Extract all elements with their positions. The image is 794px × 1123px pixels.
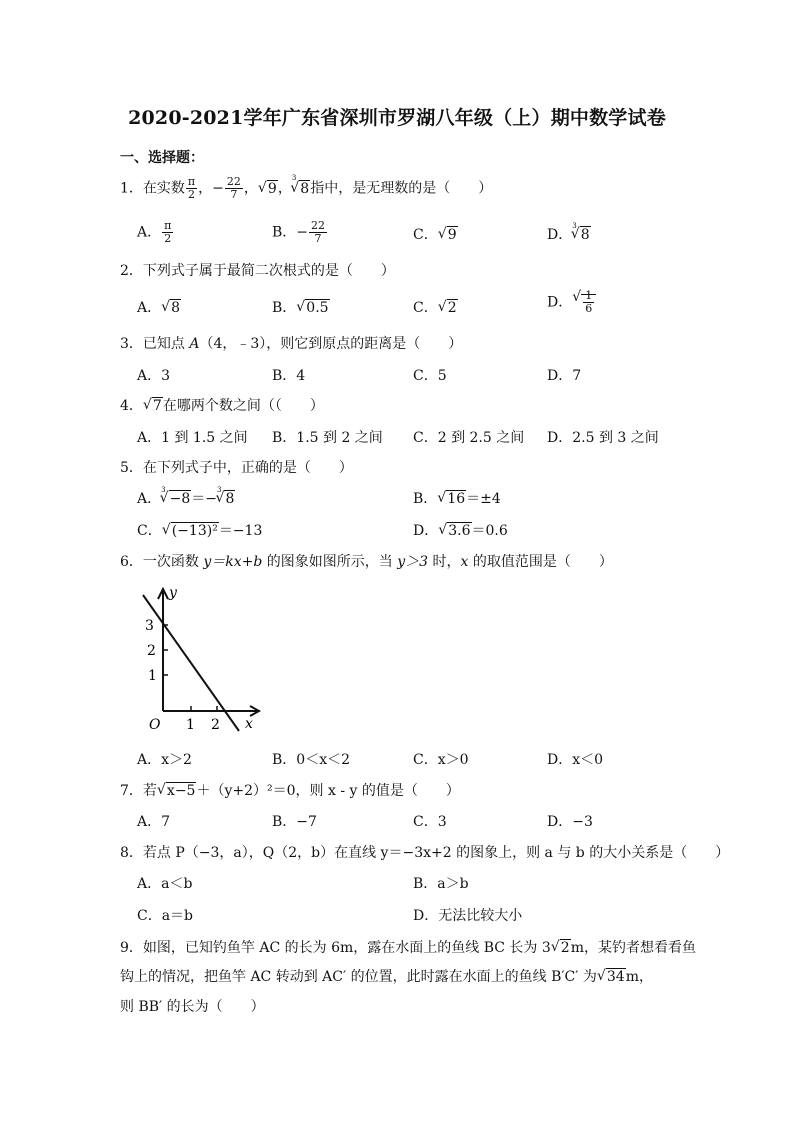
q4-rad: 7	[152, 398, 162, 414]
x-tick-label-2: 2	[211, 717, 220, 733]
q5-d-label: D．	[413, 523, 439, 539]
origin-label: O	[149, 717, 161, 733]
x-axis-label: x	[245, 716, 253, 732]
q1-a-label: A．	[137, 224, 162, 241]
q9-sqrt2	[551, 940, 571, 956]
q1-frac-22-7	[225, 176, 243, 201]
q1-two: 2	[188, 188, 196, 201]
q2-option-a[interactable]	[137, 297, 181, 317]
question-9-line-2	[120, 966, 653, 986]
question-8: 8．若点 P（−3，a），Q（2，b）在直线 y＝−3x+2 的图象上，则 a 与 b 的大小关系是（ ）	[120, 845, 730, 861]
q2-a-sqrt	[161, 300, 181, 316]
q2-d-num: √ 1	[585, 289, 593, 302]
question-1: 1．在实数 $\frac{\pi}{2}$ ，− $\frac{22}{7}$ ，√ 9，$^3$√ 8指中，是无理数的是（ ）	[120, 176, 492, 201]
q5-c-rad: (−13)²	[171, 523, 218, 539]
q1-option-b[interactable]	[272, 220, 328, 245]
q9-rad34: 34	[606, 969, 625, 985]
q7-option-d[interactable]: D．−3	[547, 814, 593, 830]
q1-a-two: 2	[164, 232, 172, 245]
q2-b-sqrt	[296, 300, 329, 316]
q5-b-label: B．	[413, 491, 438, 507]
q1-7: 7	[230, 188, 238, 201]
q1-pi: π	[187, 175, 196, 188]
question-2: 2．下列式子属于最简二次根式的是（ ）	[120, 263, 395, 279]
q1-a-pi: π	[164, 219, 172, 232]
q5-d-sqrt	[438, 523, 471, 539]
q6-pre: 6．一次函数	[120, 554, 204, 570]
q6-cond: y＞3	[397, 554, 429, 570]
q7-pre: 7．若	[120, 783, 157, 799]
q9-l1-pre: 9．如图，已知钓鱼竿 AC 的长为 6m，露在水面上的鱼线 BC 长为 3	[120, 940, 551, 956]
q3-option-b[interactable]: B．4	[272, 368, 306, 384]
q1-c-nine: 9	[447, 227, 457, 243]
q9-rad2: 2	[560, 940, 570, 956]
q1-prefix: 1．在实数	[120, 180, 185, 197]
q6-xvar: x	[460, 554, 469, 570]
q5-a-cbrt	[160, 491, 192, 507]
q8-option-c[interactable]: C．a＝b	[137, 908, 194, 924]
q3-option-c[interactable]: C．5	[413, 368, 447, 384]
q1-cube-index: 3	[291, 174, 297, 182]
q2-d-den: 6	[585, 302, 593, 315]
q1-c-sqrt	[438, 227, 458, 243]
q1-b-22: 22	[311, 219, 326, 232]
x-tick-label-1: 1	[186, 717, 195, 733]
page-title: 2020-2021学年广东省深圳市罗湖八年级（上）期中数学试卷	[128, 107, 666, 129]
q2-a-rad: 8	[171, 300, 181, 316]
q5-b-eq: ＝±4	[466, 491, 501, 507]
q6-option-c[interactable]: C．x＞0	[413, 752, 469, 768]
q7-sqrt	[157, 783, 197, 799]
q6-post: 的取值范围是（ ）	[468, 554, 613, 570]
q6-option-a[interactable]: A．x＞2	[137, 752, 192, 768]
q1-nine: 9	[267, 180, 277, 197]
q1-c-label: C．	[413, 227, 438, 243]
q1-a-frac	[162, 220, 173, 245]
q9-sqrt34	[597, 969, 626, 985]
q6-option-b[interactable]: B．0＜x＜2	[272, 752, 350, 768]
q9-l2-pre: 钩上的情况，把鱼竿 AC 转动到 AC′ 的位置，此时露在水面上的鱼线 B′C′ 为	[120, 969, 597, 985]
q2-a-label: A．	[137, 300, 162, 316]
q2-c-rad: 2	[447, 300, 457, 316]
q1-d-label: D．	[547, 227, 573, 243]
q8-option-d[interactable]: D．无法比较大小	[413, 908, 523, 924]
q2-option-d[interactable]	[547, 290, 596, 315]
question-5: 5．在下列式子中，正确的是（ ）	[120, 460, 353, 476]
q5-c-label: C．	[137, 523, 162, 539]
q7-rad: x−5	[166, 783, 196, 799]
q1-22: 22	[226, 175, 241, 188]
q1-b-label: B．−	[272, 224, 309, 241]
question-4	[120, 395, 324, 415]
q8-option-a[interactable]: A．a＜b	[137, 876, 193, 892]
q3-point: A	[189, 336, 200, 352]
q1-b-7: 7	[314, 232, 322, 245]
q1-sqrt9	[258, 181, 278, 197]
question-6	[120, 551, 613, 571]
q6-mid: 的图象如图所示，当	[262, 554, 398, 570]
q5-a-label: A．	[137, 491, 162, 507]
q5-b-rad: 16	[447, 491, 466, 507]
y-tick-label-3: 3	[145, 618, 154, 634]
q1-cbrt8	[290, 181, 310, 197]
q3-option-a[interactable]: A．3	[137, 368, 171, 384]
q5-option-a[interactable]	[137, 488, 235, 508]
q2-c-sqrt	[438, 300, 458, 316]
q4-post: 在哪两个数之间（（ ）	[162, 398, 324, 414]
q3-option-d[interactable]: D．7	[547, 368, 582, 384]
q5-a-rad2: 8	[225, 491, 235, 507]
q6-mid2: 时，	[428, 554, 461, 570]
question-9-line-1	[120, 937, 696, 957]
q1-eight: 8	[300, 180, 310, 197]
q2-c-label: C．	[413, 300, 438, 316]
q7-option-a[interactable]: A．7	[137, 814, 171, 830]
q2-option-b[interactable]	[272, 297, 330, 317]
q7-option-b[interactable]: B．−7	[272, 814, 317, 830]
q7-post: ＋（y+2）²＝0，则 x - y 的值是（ ）	[196, 783, 460, 799]
q3-pre: 3．已知点	[120, 336, 190, 352]
q1-d-eight: 8	[580, 227, 590, 243]
q3-post: （4，﹣3），则它到原点的距离是（ ）	[199, 336, 463, 352]
q5-c-sqrt	[162, 523, 219, 539]
q4-pre: 4．	[120, 398, 143, 414]
q6-func: y＝kx+b	[203, 554, 263, 570]
q5-c-eq: ＝−13	[218, 523, 263, 539]
question-7	[120, 780, 460, 800]
q2-option-c[interactable]	[413, 297, 458, 317]
q5-d-rad: 3.6	[448, 523, 471, 539]
q1-b-frac	[309, 220, 327, 245]
q1-text: 指中，是无理数的是（ ）	[310, 180, 493, 197]
q5-option-b[interactable]	[413, 488, 501, 508]
q4-sqrt	[143, 398, 163, 414]
q1-frac-pi2	[186, 176, 197, 201]
q9-l1-post: m，某钓者想看看鱼	[570, 940, 696, 956]
q4-option-b[interactable]: B．1.5 到 2 之间	[272, 430, 383, 446]
y-tick-label-2: 2	[147, 643, 156, 659]
q1-d-cbrt	[571, 227, 591, 243]
q6-graph	[135, 583, 265, 733]
y-tick-label-1: 1	[148, 668, 157, 684]
q2-d-label: D．	[547, 294, 573, 311]
y-axis-label: y	[169, 585, 177, 601]
q2-b-rad: 0.5	[306, 300, 329, 316]
q1-option-a[interactable]	[137, 220, 174, 245]
q2-d-rad	[581, 289, 596, 315]
question-3	[120, 333, 462, 353]
q6-option-d[interactable]: D．x＜0	[547, 752, 604, 768]
q7-option-c[interactable]: C．3	[413, 814, 447, 830]
question-9-line-3: 则 BB′ 的长为（ ）	[120, 999, 265, 1015]
q9-l2-post: m，	[625, 969, 653, 985]
q1-option-c[interactable]	[413, 224, 458, 244]
q2-b-label: B．	[272, 300, 297, 316]
q5-option-d[interactable]	[413, 520, 508, 540]
q5-a-index: 3	[161, 486, 166, 494]
q5-option-c[interactable]	[137, 520, 262, 540]
q1-option-d[interactable]	[547, 224, 591, 244]
q5-a-rad: −8	[169, 491, 191, 507]
q5-a-eq: ＝−	[191, 491, 217, 507]
q5-a-cbrt2	[215, 491, 235, 507]
q4-option-c[interactable]: C．2 到 2.5 之间	[413, 430, 525, 446]
q4-option-a[interactable]: A．1 到 1.5 之间	[137, 430, 248, 446]
q5-d-eq: ＝0.6	[471, 523, 508, 539]
q1-d-index: 3	[572, 222, 577, 230]
q4-option-d[interactable]: D．2.5 到 3 之间	[547, 430, 659, 446]
section-heading: 一、选择题：	[120, 150, 204, 166]
q2-d-frac	[583, 290, 594, 315]
q2-d-sqrt	[572, 290, 596, 315]
q5-a-index2: 3	[216, 486, 222, 494]
q8-option-b[interactable]: B．a＞b	[413, 876, 469, 892]
q5-b-sqrt	[437, 491, 466, 507]
